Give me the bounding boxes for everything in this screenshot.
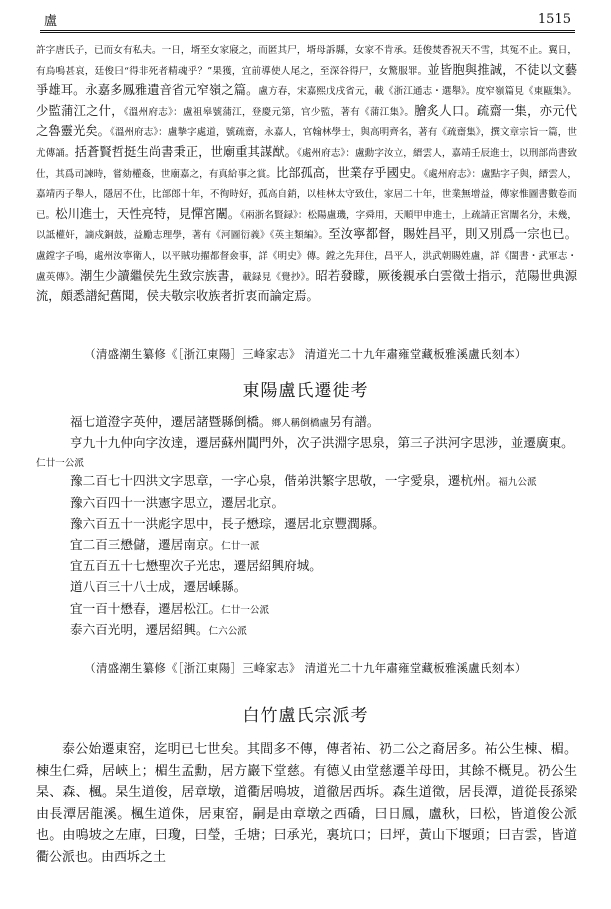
header-rule-top bbox=[40, 30, 575, 31]
annotation-note: 載録見《覺抄》。 bbox=[242, 271, 316, 283]
entry-text: 宜五百五十七懋聖次子光忠，遷居紹興府城。 bbox=[70, 558, 322, 574]
running-title: 盧 bbox=[44, 13, 58, 29]
main-text: 潮生少讀繼侯先生致宗族書， bbox=[80, 268, 243, 283]
migration-list bbox=[36, 411, 581, 640]
migration-entry bbox=[36, 432, 581, 453]
annotation-note: 盧鏜字子鳴，處州汝寧衛人，以平賊功擢都督僉事，詳《明史》傳。鏜之先拜住，昌平人，洪武朝賜姓盧，詳《閩書・武軍志・盧英傳》。 bbox=[36, 250, 577, 283]
migration-entry bbox=[36, 534, 581, 555]
entry-text: 豫六百五十一洪彪字思中，長子懋琮，遷居北京豐潤縣。 bbox=[70, 515, 385, 531]
entry-text: 豫二百七十四洪文字思章，一字心泉，偕弟洪繁字思敬，一字愛泉，遷杭州。 bbox=[70, 473, 499, 489]
migration-entry bbox=[36, 598, 581, 619]
source-caption-1: （清盛潮生纂修《［浙江東陽］三峰家志》 清道光二十九年肅雍堂藏板雅溪盧氏刻本） bbox=[84, 347, 527, 361]
section-title-lineage: 白竹盧氏宗派考 bbox=[242, 706, 369, 726]
main-text: 至汝寧都督，賜姓昌平，則又別爲一宗也已。 bbox=[328, 227, 577, 242]
entry-text: 豫六百四十一洪憲字思立，遷居北京。 bbox=[70, 494, 285, 510]
entry-text: 宜一百十懋春，遷居松江。 bbox=[70, 600, 222, 616]
entry-text: 亨九十九仲向字汝達，遷居蘇州閶門外，次子洪淵字思泉，第三子洪河字思涉，並遷廣東。 bbox=[70, 435, 574, 451]
migration-entry bbox=[36, 453, 581, 470]
section-title-migration: 東陽盧氏遷徙考 bbox=[242, 381, 369, 401]
main-text: 括蒼賢哲挺生尚書秉正，世廟重其謀猷。 bbox=[74, 144, 298, 159]
page-number: 1515 bbox=[537, 11, 571, 27]
main-text: 少監蒲江之什， bbox=[36, 103, 124, 118]
source-caption-2: （清盛潮生纂修《［浙江東陽］三峰家志》 清道光二十九年肅雍堂藏板雅溪盧氏刻本） bbox=[84, 661, 527, 675]
entry-text: 宜二百三懋儲，遷居南京。 bbox=[70, 536, 222, 552]
entry-text: 道八百三十八士成，遷居嵊縣。 bbox=[70, 579, 247, 595]
migration-entry bbox=[36, 576, 581, 597]
main-text: 並皆胞與推誠，不徒以文藝爭雄耳。永嘉多鳳雅遺音省元窄嶺之篇。 bbox=[36, 62, 577, 98]
annotation-note: 盧方春，宋嘉熙戊戌省元，載《浙江通志・選舉》。度窄嶺篇見《東甌集》。 bbox=[258, 86, 577, 98]
upper-prose bbox=[36, 40, 577, 307]
migration-entry bbox=[36, 411, 581, 432]
annotation-note: 《溫州府志》：盧祖皋號蒲江，登慶元第，官少監，著有《蒲江集》。 bbox=[123, 106, 415, 118]
entry-text: 福七道澄字英仲，遷居諸暨縣倒橋。 bbox=[70, 414, 272, 429]
branch-note: 福九公派 bbox=[498, 477, 537, 489]
migration-entry bbox=[36, 470, 581, 491]
migration-entry bbox=[36, 555, 581, 576]
migration-entry bbox=[36, 619, 581, 640]
branch-note: 鄉人稱倒橋盧 bbox=[271, 418, 330, 429]
migration-entry bbox=[36, 492, 581, 513]
annotation-note: 《兩浙名賢録》：松陽盧璣，字舜用，天順甲申進士，上疏請正宮闈名分，未幾，以詆權奸，謫戍銅鼓，益勵志理學，著有《河圖衍義》《英主類編》。 bbox=[36, 209, 577, 242]
branch-note: 仁廿一公派 bbox=[221, 604, 270, 616]
migration-entry bbox=[36, 513, 581, 534]
lineage-paragraph: 泰公始遷東窑，迄明已七世矣。其間多不傳，傳者祐、礽二公之裔居多。祐公生棟、楣。棟生仁舜，居峽上；楣生孟勳，居方巖下堂慈。有德乂由堂慈遷羊母田，其餘不概見。礽公生杲、森、楓。杲生道俊，居章墩，道衢居鳴坡，道徹居西坼。森生道徵，居長潭，道從長孫梁由長潭居龍溪。楓生道侏，居東窑，嗣是由章墩之西礄，曰日鳳，盧秋，曰松，皆道俊公派也。由鳴坡之左庫，曰瓊，曰瑩，壬塘；曰承光，裏坑口；曰坪，黃山下堰頭；曰吉雲，皆道衢公派也。由西坼之土 bbox=[36, 742, 577, 865]
page-header bbox=[44, 8, 571, 30]
entry-text: 泰六百光明，遷居紹興。 bbox=[70, 621, 209, 637]
main-text: 比部孤高，世業存乎國史。 bbox=[275, 165, 424, 180]
annotation-note: 許字唐氏子，已而女有私夫。一日，壻至女家寢之，而匿其尸，壻母訴縣，女家不肯承。廷俊焚香祝天不雪，其冤不止。翼日，有烏鳴甚哀，廷俊曰“得非死者精魂乎？”果獲，宜前導使人尾之，至深谷得尸，女驚服罪。 bbox=[36, 45, 577, 77]
branch-note: 仁廿一派 bbox=[221, 540, 260, 552]
header-rule-bottom bbox=[40, 32, 575, 33]
main-text: 松川進士，天性亮特，見憚宮闈。 bbox=[55, 206, 241, 221]
annotation-note: 《處州府志》：盧勳字汝立，縉雲人，嘉靖壬辰進士，以刑部尚書致仕，其爲司諫時，嘗劾權姦，世廟嘉之，有真給事之賞。 bbox=[36, 147, 577, 180]
branch-note: 仁六公派 bbox=[208, 625, 247, 637]
main-text: 昭若發矇，厥後親承白雲徵士指示，范陽世典源流，頗悉譜紀舊聞，侯夫敬宗收族者折衷而論定焉。 bbox=[36, 268, 577, 304]
branch-note: 仁廿一公派 bbox=[36, 458, 84, 470]
main-text: 膾炙人口。疏齋一集，亦元代之魯靈光矣。 bbox=[36, 103, 577, 139]
entry-text: 另有譜。 bbox=[329, 414, 380, 429]
annotation-note: 《處州府志》：盧點字子與，縉雲人，嘉靖丙子舉人，隱居不仕，比部郎十年，不徇時好，孤高自銷，以桂林太守致仕，家居二十年，世業無增益，傳家惟圖書數卷而已。 bbox=[36, 168, 578, 221]
annotation-note: 《溫州府志》：盧摯字處道，號疏齋，永嘉人，官翰林學士，與高明齊名，著有《疏齋集》，撰文章宗旨一篇，世尤傳誦。 bbox=[36, 127, 577, 159]
